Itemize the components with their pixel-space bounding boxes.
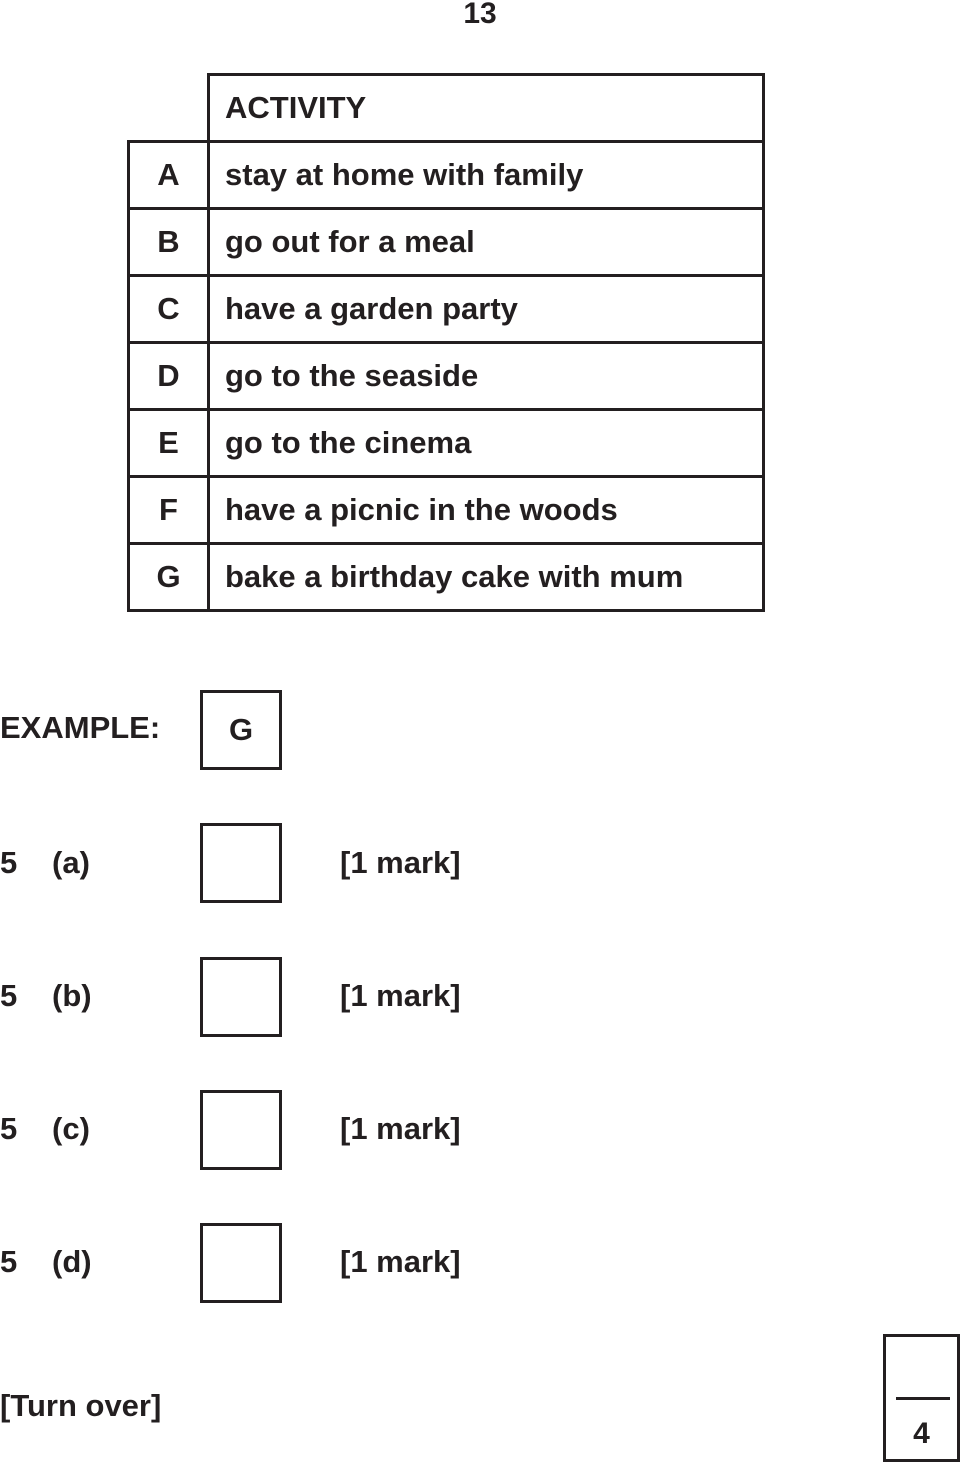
score-box (883, 1334, 960, 1462)
question-number: 5 (0, 1244, 18, 1279)
row-letter: E (129, 410, 209, 477)
mark-label: [1 mark] (340, 1111, 461, 1146)
row-letter: G (129, 544, 209, 611)
example-label: EXAMPLE: (0, 710, 161, 745)
table-row (129, 276, 764, 343)
question-number: 5 (0, 1111, 18, 1146)
answer-box-5d[interactable] (200, 1223, 282, 1303)
row-letter: C (129, 276, 209, 343)
row-activity: go out for a meal (209, 209, 764, 276)
question-part: (b) (52, 978, 92, 1013)
blank-cell (129, 75, 209, 142)
row-activity: stay at home with family (209, 142, 764, 209)
question-number: 5 (0, 845, 18, 880)
page-number: 13 (463, 0, 497, 30)
table-row (129, 410, 764, 477)
mark-label: [1 mark] (340, 845, 461, 880)
table-row (129, 142, 764, 209)
table-row (129, 544, 764, 611)
table-header-row (129, 75, 764, 142)
row-activity: bake a birthday cake with mum (209, 544, 764, 611)
question-part: (d) (52, 1244, 92, 1279)
answer-box-5a[interactable] (200, 823, 282, 903)
table-row (129, 343, 764, 410)
question-part: (c) (52, 1111, 90, 1146)
row-activity: have a picnic in the woods (209, 477, 764, 544)
question-number: 5 (0, 978, 18, 1013)
activity-header: ACTIVITY (209, 75, 764, 142)
row-letter: F (129, 477, 209, 544)
row-letter: B (129, 209, 209, 276)
question-part: (a) (52, 845, 90, 880)
mark-label: [1 mark] (340, 978, 461, 1013)
row-activity: go to the cinema (209, 410, 764, 477)
row-letter: A (129, 142, 209, 209)
answer-box-5c[interactable] (200, 1090, 282, 1170)
answer-box-5b[interactable] (200, 957, 282, 1037)
row-activity: have a garden party (209, 276, 764, 343)
score-divider (896, 1397, 950, 1400)
example-answer-box: G (200, 690, 282, 770)
mark-label: [1 mark] (340, 1244, 461, 1279)
turn-over-label: [Turn over] (0, 1388, 162, 1423)
row-letter: D (129, 343, 209, 410)
row-activity: go to the seaside (209, 343, 764, 410)
total-marks: 4 (913, 1417, 930, 1450)
activity-table (127, 73, 765, 612)
table-row (129, 477, 764, 544)
table-row (129, 209, 764, 276)
